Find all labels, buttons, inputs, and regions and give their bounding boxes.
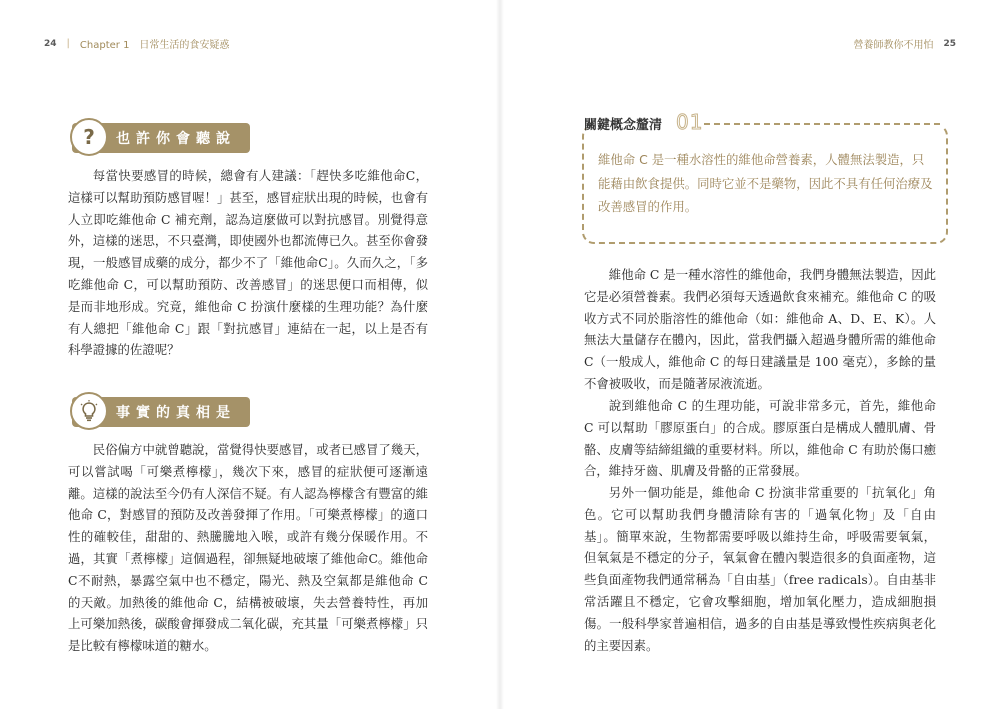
running-head-separator: | [66,38,70,49]
body-paragraph: 每當快要感冒的時候，總會有人建議：「趕快多吃維他命C，這樣可以幫助預防感冒喔！」甚至，感冒症狀出現的時候，也會有人立即吃維他命 C 補充劑，認為這麼做可以對抗感冒。別覺得意外，這樣的迷思，不只臺灣，即使國外也都流傳已久。甚至你會發現，一般感冒成藥的成分，都少不了「維他命C」。久而久之，「多吃維他命 C，可以幫助預防、改善感冒」的迷思便口而相傳，似是而非地形成。究竟，維他命 C 扮演什麼樣的生理功能？為什麼有人總把「維他命 C」跟「對抗感冒」連結在一起，以上是否有科學證據的佐證呢？ [68,168,428,358]
concept-box-top-border [704,123,940,125]
body-paragraph: 另外一個功能是，維他命 C 扮演非常重要的「抗氧化」角色。它可以幫助我們身體清除有害的「過氧化物」及「自由基」。簡單來說，生物都需要呼吸以維持生命，呼吸需要氧氣，但氧氣是不穩定的分子，氧氣會在體內製造很多的負面產物，這些負面產物我們通常稱為「自由基」（free radicals）。自由基非常活躍且不穩定，它會攻擊細胞，增加氧化壓力，造成細胞損傷。一般科學家普遍相信，過多的自由基是導致慢性疾病與老化的主要因素。 [584,485,936,653]
concept-title: 關鍵概念釐清 [584,118,663,133]
book-title: 營養師教你不用怕 [853,40,934,51]
left-page [0,0,498,709]
concept-number: 01 [676,110,704,134]
left-page-number: 24 [44,38,57,49]
right-running-head [853,36,956,51]
section-banner-maybe-heard [72,123,250,153]
right-page-number: 25 [943,38,956,49]
right-page [502,0,1000,709]
body-paragraph: 民俗偏方中就曾聽說，當覺得快要感冒，或者已感冒了幾天，可以嘗試喝「可樂煮檸檬」，幾次下來，感冒的症狀便可逐漸遠離。這樣的說法至今仍有人深信不疑。有人認為檸檬含有豐富的維他命 C，對感冒的預防及改善發揮了作用。「可樂煮檸檬」的適口性的確較佳，甜甜的、熱騰騰地入喉，或許有幾分保暖作用。不過，其實「煮檸檬」這個過程，卻無疑地破壞了維他命C。維他命C不耐熱，暴露空氣中也不穩定，陽光、熱及空氣都是維他命 C 的天敵。加熱後的維他命 C，結構被破壞，失去營養特性，再加上可樂加熱後，碳酸會揮發成二氧化碳，充其量「可樂煮檸檬」只是比較有檸檬味道的糖水。 [68,442,428,654]
body-paragraph: 維他命 C 是一種水溶性的維他命，我們身體無法製造，因此它是必須營養素。我們必須每天透過飲食來補充。維他命 C 的吸收方式不同於脂溶性的維他命（如：維他命 A、D、E、K）。人無法大量儲存在體內，因此，當我們攝入超過身體所需的維他命 C（一般成人，維他命 C 的每日建議量是 100 毫克），多餘的量不會被吸收，而是隨著尿液流逝。 [584,267,936,391]
question-mark-icon: ? [70,118,108,156]
chapter-title: Chapter 1 日常生活的食安疑惑 [79,40,230,51]
concept-text: 維他命 C 是一種水溶性的維他命營養素，人體無法製造，只能藉由飲食提供。同時它並不是藥物，因此不具有任何治療及改善感冒的作用。 [598,152,933,214]
left-running-head [44,36,229,51]
section-banner-truth [72,397,250,427]
section-title: 也許你會聽說 [116,131,236,147]
section-title: 事實的真相是 [116,405,236,421]
body-paragraph: 說到維他命 C 的生理功能，可說非常多元，首先，維他命 C 可以幫助「膠原蛋白」的合成。膠原蛋白是構成人體肌膚、骨骼、皮膚等結締組織的重要材料。所以，維他命 C 有助於傷口癒合，維持牙齒、肌膚及骨骼的正常發展。 [584,398,936,479]
lightbulb-icon [70,392,108,430]
